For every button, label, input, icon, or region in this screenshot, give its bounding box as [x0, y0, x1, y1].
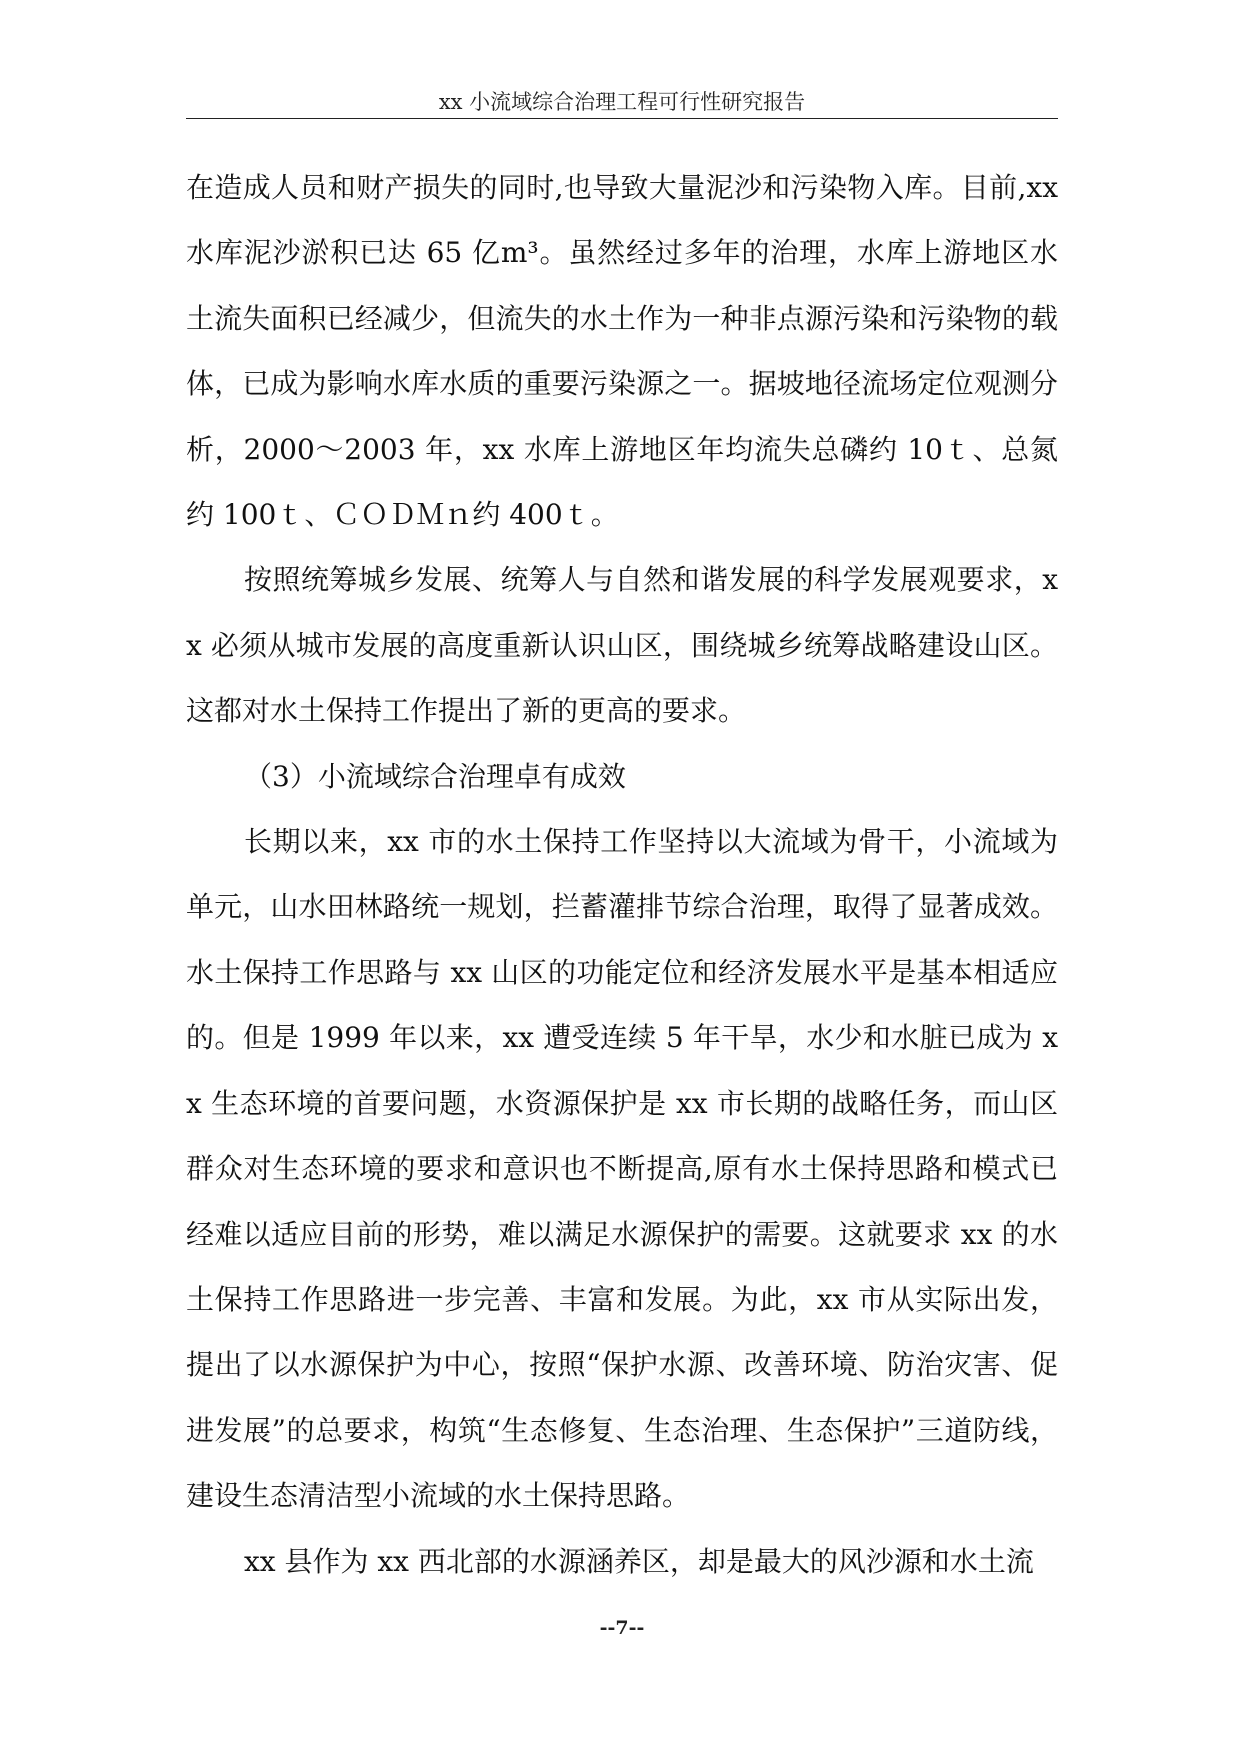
- page-number: --7--: [599, 1617, 645, 1639]
- document-body: [186, 155, 1058, 1594]
- paragraph-soil-conservation-work: 长期以来，xx 市的水土保持工作坚持以大流域为骨干，小流域为单元，山水田林路统一规划，拦蓄灌排节综合治理，取得了显著成效。水土保持工作思路与 xx 山区的功能定位和经济发展水平是基本相适应的。但是 1999 年以来，xx 遭受连续 5 年干旱，水少和水脏已成为 xx 生态环境的首要问题，水资源保护是 xx 市长期的战略任务，而山区群众对生态环境的要求和意识也不断提高,原有水土保持思路和模式已经难以适应目前的形势，难以满足水源保护的需要。这就要求 xx 的水土保持工作思路进一步完善、丰富和发展。为此，xx 市从实际出发，提出了以水源保护为中心，按照“保护水源、改善环境、防治灾害、促进发展”的总要求，构筑“生态修复、生态治理、生态保护”三道防线，建设生态清洁型小流域的水土保持思路。: [186, 825, 1058, 1513]
- section-heading: （3）小流域综合治理卓有成效: [244, 759, 626, 793]
- paragraph-urban-rural-development: 按照统筹城乡发展、统筹人与自然和谐发展的科学发展观要求，xx 必须从城市发展的高度重新认识山区，围绕城乡统筹战略建设山区。这都对水土保持工作提出了新的更高的要求。: [186, 563, 1058, 728]
- paragraph-reservoir-sediment: 在造成人员和财产损失的同时,也导致大量泥沙和污染物入库。目前,xx 水库泥沙淤积已达 65 亿m³。虽然经过多年的治理，水库上游地区水土流失面积已经减少，但流失的水土作为一种非点源污染和污染物的载体，已成为影响水库水质的重要污染源之一。据坡地径流场定位观测分析，2000～2003 年，xx 水库上游地区年均流失总磷约 10ｔ、总氮约 100ｔ、ＣＯＤＭｎ约 400ｔ。: [186, 171, 1058, 532]
- header-rule: [186, 118, 1058, 119]
- running-header: xx 小流域综合治理工程可行性研究报告: [438, 90, 806, 114]
- paragraph-county-water-source: xx 县作为 xx 西北部的水源涵养区，却是最大的风沙源和水土流: [244, 1544, 1034, 1578]
